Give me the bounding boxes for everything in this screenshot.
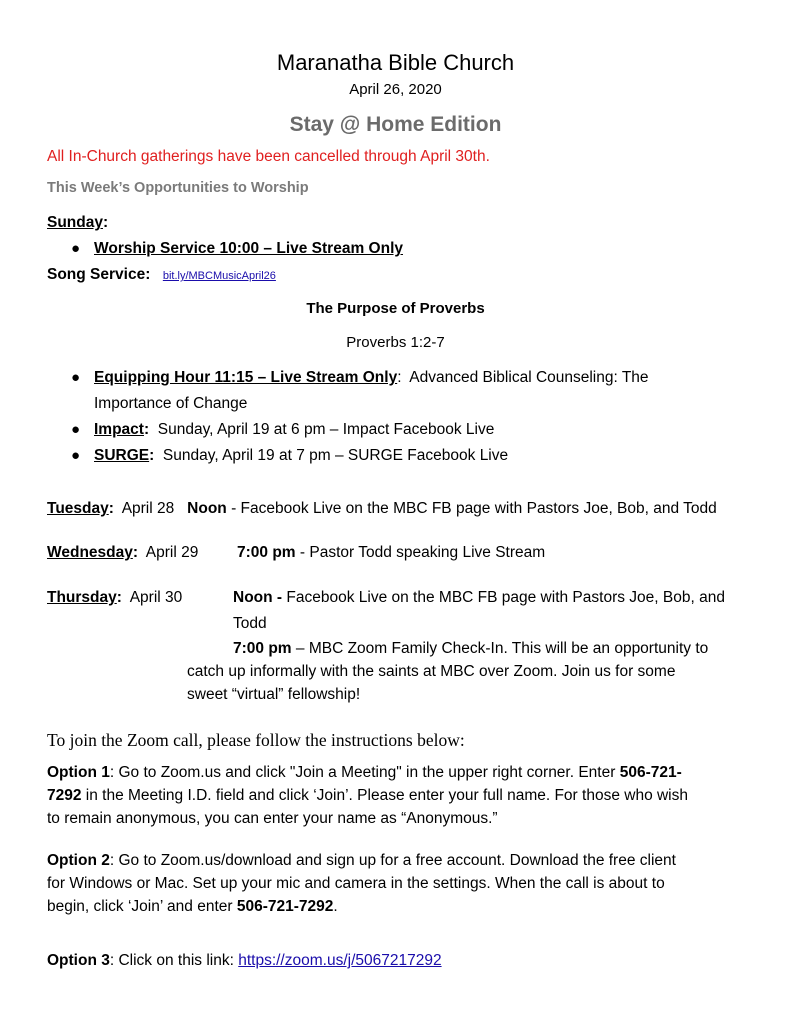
- option-1-text-a: : Go to Zoom.us and click "Join a Meeting" in the upper right corner. Enter: [109, 764, 620, 781]
- wednesday-row: Wednesday: April 29: [47, 544, 199, 561]
- bulletin-date: April 26, 2020: [349, 81, 442, 98]
- tuesday-label: Tuesday: [47, 500, 109, 517]
- tuesday-row: Tuesday: April 28 Noon - Facebook Live on the MBC FB page with Pastors Joe, Bob, and Todd: [47, 500, 717, 517]
- option-1-line-3: to remain anonymous, you can enter your name as “Anonymous.”: [47, 810, 498, 827]
- impact-text: Sunday, April 19 at 6 pm – Impact Facebook Live: [157, 421, 495, 438]
- bullet-icon: ●: [71, 369, 81, 386]
- option-1-meeting-id-b: 7292: [47, 787, 82, 804]
- surge-item: SURGE: Sunday, April 19 at 7 pm – SURGE Facebook Live: [94, 447, 509, 464]
- thursday-text-1b: Todd: [233, 615, 267, 632]
- tuesday-date: April 28: [121, 500, 175, 517]
- thursday-event-2: [233, 640, 708, 658]
- thursday-time-1: Noon -: [233, 589, 283, 606]
- opportunities-heading: This Week’s Opportunities to Worship: [47, 180, 309, 196]
- bullet-icon: ●: [71, 421, 81, 438]
- church-name: Maranatha Bible Church: [276, 50, 515, 75]
- option-2-text-a: : Go to Zoom.us/download and sign up for a free account. Download the free client: [109, 852, 676, 869]
- wednesday-time: 7:00 pm: [237, 544, 296, 561]
- sunday-heading: Sunday:: [47, 214, 109, 231]
- cancellation-notice: All In-Church gatherings have been cancelled through April 30th.: [47, 148, 490, 165]
- wednesday-text: - Pastor Todd speaking Live Stream: [299, 544, 546, 561]
- option-2-line-1: [47, 852, 676, 870]
- thursday-row: Thursday: April 30: [47, 589, 183, 606]
- song-service-link[interactable]: bit.ly/MBCMusicApril26: [162, 270, 276, 282]
- option-3-line: [47, 952, 442, 970]
- equipping-hour: Equipping Hour 11:15 – Live Stream Only: Advanced Biblical Counseling: The: [94, 369, 649, 386]
- wednesday-event: [237, 544, 545, 562]
- worship-service: Worship Service 10:00 – Live Stream Only: [94, 240, 403, 257]
- zoom-intro: To join the Zoom call, please follow the instructions below:: [47, 730, 465, 750]
- option-2-text-c: begin, click ‘Join’ and enter: [47, 898, 237, 915]
- wednesday-label: Wednesday: [47, 544, 133, 561]
- tuesday-time: Noon: [187, 500, 227, 517]
- surge-label: SURGE: [94, 447, 150, 464]
- song-service-label: Song Service:: [47, 266, 151, 283]
- impact-label: Impact: [94, 421, 144, 438]
- option-2-line-3: [47, 898, 338, 916]
- thursday-text-2c: sweet “virtual” fellowship!: [187, 686, 361, 703]
- surge-text: Sunday, April 19 at 7 pm – SURGE Facebook Live: [162, 447, 509, 464]
- thursday-text-1a: Facebook Live on the MBC FB page with Pastors Joe, Bob, and: [286, 589, 725, 606]
- wednesday-date: April 29: [145, 544, 199, 561]
- sermon-title: The Purpose of Proverbs: [306, 300, 485, 317]
- impact-item: Impact: Sunday, April 19 at 6 pm – Impact Facebook Live: [94, 421, 495, 438]
- sermon-reference: Proverbs 1:2-7: [346, 334, 445, 351]
- thursday-text-2b: catch up informally with the saints at MBC over Zoom. Join us for some: [187, 663, 676, 680]
- thursday-text-2a: – MBC Zoom Family Check-In. This will be an opportunity to: [295, 640, 709, 657]
- tuesday-text: - Facebook Live on the MBC FB page with Pastors Joe, Bob, and Todd: [231, 500, 717, 517]
- option-2-line-2: for Windows or Mac. Set up your mic and camera in the settings. When the call is about to: [47, 875, 665, 892]
- equipping-text-cont: Importance of Change: [94, 395, 248, 412]
- zoom-meeting-link[interactable]: https://zoom.us/j/5067217292: [238, 952, 442, 969]
- thursday-date: April 30: [129, 589, 183, 606]
- sunday-label: Sunday: [47, 214, 103, 231]
- edition-title: Stay @ Home Edition: [289, 113, 502, 136]
- equipping-label: Equipping Hour 11:15 – Live Stream Only: [94, 369, 398, 386]
- option-3-label: Option 3: [47, 952, 110, 969]
- option-1-meeting-id-a: 506-721-: [619, 764, 682, 781]
- option-2-period: .: [333, 898, 338, 915]
- thursday-time-2: 7:00 pm: [233, 640, 292, 657]
- thursday-label: Thursday: [47, 589, 117, 606]
- bullet-icon: ●: [71, 240, 81, 257]
- option-2-label: Option 2: [47, 852, 110, 869]
- option-2-meeting-id: 506-721-7292: [236, 898, 334, 915]
- option-1-label: Option 1: [47, 764, 110, 781]
- thursday-event-1: [233, 589, 725, 607]
- equipping-text: Advanced Biblical Counseling: The: [409, 369, 649, 386]
- option-1-text-b: in the Meeting I.D. field and click ‘Join’. Please enter your full name. For those who wish: [81, 787, 688, 804]
- bullet-icon: ●: [71, 447, 81, 464]
- option-3-text: : Click on this link:: [109, 952, 239, 969]
- option-1-line-2: [47, 787, 688, 805]
- song-service-row: [47, 266, 276, 284]
- option-1-line-1: [47, 764, 682, 782]
